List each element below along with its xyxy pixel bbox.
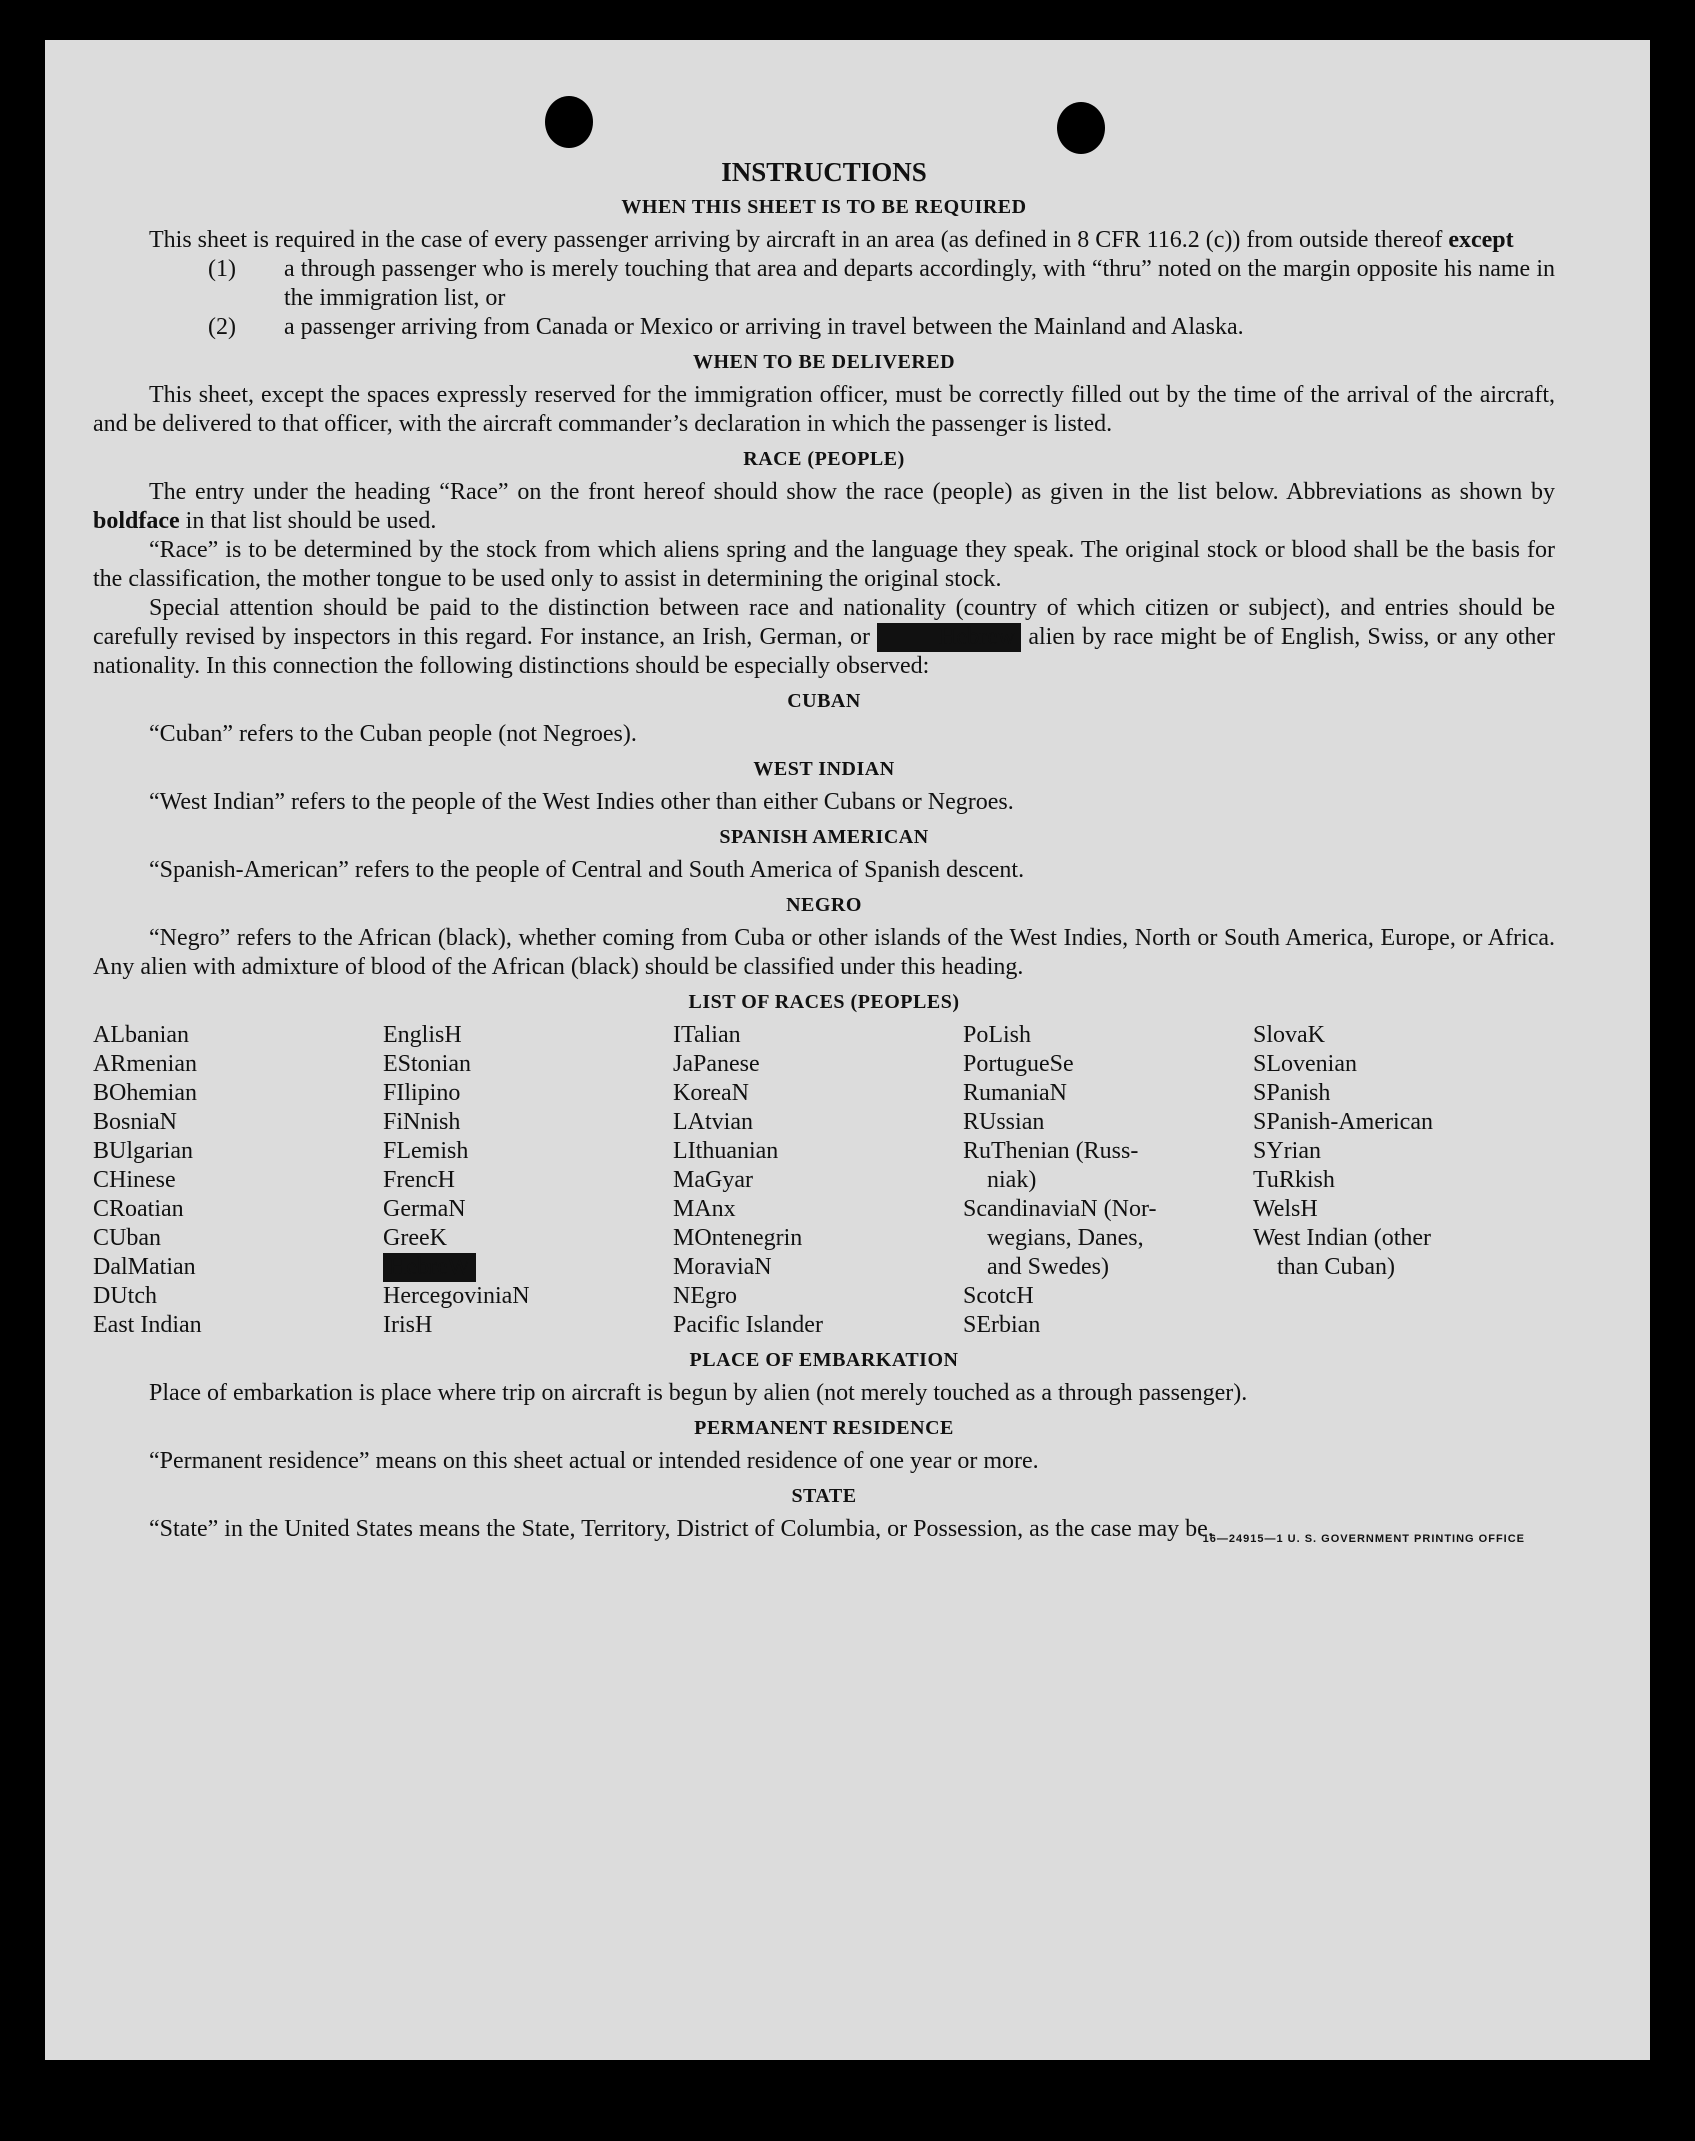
section-heading-when-delivered: WHEN TO BE DELIVERED — [692, 351, 956, 373]
race-item: BosniaN — [93, 1109, 177, 1135]
cuban-text: “Cuban” refers to the Cuban people (not Negroes). — [149, 721, 637, 747]
race-item: SPanish-American — [1253, 1109, 1433, 1135]
document-sheet — [45, 40, 1650, 2060]
race-item: FLemish — [383, 1138, 469, 1164]
races-column — [963, 1021, 1253, 1340]
race-item: BOhemian — [93, 1080, 197, 1106]
races-column — [1253, 1021, 1555, 1340]
race-paragraph-1: The entry under the heading “Race” on the front hereof should show the race (people) as given in the list below. Abbreviations as shown by boldface in that list should be used. — [93, 479, 1555, 534]
section-heading-cuban: CUBAN — [787, 690, 861, 712]
footer-row — [93, 1515, 1555, 1544]
race-item: NEgro — [673, 1283, 737, 1309]
race-item: HercegoviniaN — [383, 1283, 530, 1309]
race-item: MoraviaN — [673, 1254, 772, 1280]
race-item: ScandinaviaN (Nor- — [963, 1196, 1157, 1222]
section-heading-race: RACE (PEOPLE) — [743, 448, 905, 470]
races-column — [383, 1021, 673, 1340]
race-item: SPanish — [1253, 1080, 1331, 1106]
races-column — [93, 1021, 383, 1340]
race-item-redacted: HebreW — [383, 1253, 673, 1282]
race-item: EStonian — [383, 1051, 471, 1077]
race-item: ALbanian — [93, 1022, 189, 1048]
punch-hole — [1057, 102, 1105, 154]
race-item: CUban — [93, 1225, 161, 1251]
race-item: ARmenian — [93, 1051, 197, 1077]
when-required-intro: This sheet is required in the case of every passenger arriving by aircraft in an area (as defined in 8 CFR 116.2 (c)) from outside thereof except — [149, 227, 1514, 253]
race-item: MOntenegrin — [673, 1225, 803, 1251]
race-item: LAtvian — [673, 1109, 753, 1135]
race-item-continued: than Cuban) — [1277, 1254, 1395, 1280]
race-item: SErbian — [963, 1312, 1041, 1338]
when-delivered-text: This sheet, except the spaces expressly reserved for the immigration officer, must be correctly filled out by the time of the arrival of the aircraft, and be delivered to that officer, with the aircraft commander’s declaration in which the passenger is listed. — [93, 382, 1555, 437]
instructions-content — [93, 158, 1555, 1544]
race-item: EnglisH — [383, 1022, 462, 1048]
race-item: WelsH — [1253, 1196, 1318, 1222]
race-item: PortugueSe — [963, 1051, 1074, 1077]
embarkation-text: Place of embarkation is place where trip on aircraft is begun by alien (not merely touched as a through passenger). — [149, 1380, 1248, 1406]
redacted-word: Hebrew — [877, 623, 1021, 652]
race-item: GreeK — [383, 1225, 447, 1251]
race-item: Pacific Islander — [673, 1312, 823, 1338]
race-item: RumaniaN — [963, 1080, 1067, 1106]
race-item: CRoatian — [93, 1196, 184, 1222]
race-item: RUssian — [963, 1109, 1045, 1135]
race-item: FiNnish — [383, 1109, 461, 1135]
race-item: GermaN — [383, 1196, 466, 1222]
residence-text: “Permanent residence” means on this sheet actual or intended residence of one year or more. — [149, 1448, 1039, 1474]
race-item-continued: and Swedes) — [987, 1254, 1109, 1280]
races-list — [93, 1021, 1555, 1340]
race-item: ITalian — [673, 1022, 741, 1048]
races-column — [673, 1021, 963, 1340]
section-heading-embarkation: PLACE OF EMBARKATION — [689, 1349, 959, 1371]
section-heading-negro: NEGRO — [786, 894, 862, 916]
section-heading-list-of-races: LIST OF RACES (PEOPLES) — [688, 991, 960, 1013]
printing-office-code: 16—24915—1 U. S. GOVERNMENT PRINTING OFFICE — [1202, 1533, 1525, 1545]
race-item: East Indian — [93, 1312, 202, 1338]
race-item: ScotcH — [963, 1283, 1034, 1309]
punch-hole — [545, 96, 593, 148]
race-item: FIlipino — [383, 1080, 461, 1106]
race-paragraph-2: “Race” is to be determined by the stock from which aliens spring and the language they speak. The original stock or blood shall be the basis for the classification, the mother tongue to be used only to assist in determining the original stock. — [93, 537, 1555, 592]
exception-item: (2) a passenger arriving from Canada or Mexico or arriving in travel between the Mainland and Alaska. — [208, 314, 1244, 340]
negro-text: “Negro” refers to the African (black), whether coming from Cuba or other islands of the West Indies, North or South America, Europe, or Africa. Any alien with admixture of blood of the African (black) should be classified under this heading. — [93, 925, 1555, 980]
race-item-continued: wegians, Danes, — [987, 1225, 1144, 1251]
state-text: “State” in the United States means the State, Territory, District of Columbia, or Possession, as the case may be. — [149, 1516, 1214, 1542]
section-heading-residence: PERMANENT RESIDENCE — [694, 1417, 954, 1439]
race-item: DUtch — [93, 1283, 157, 1309]
race-item: MaGyar — [673, 1167, 753, 1193]
section-heading-spanish-american: SPANISH AMERICAN — [719, 826, 929, 848]
race-item: LIthuanian — [673, 1138, 779, 1164]
race-item: SLovenian — [1253, 1051, 1357, 1077]
race-item: PoLish — [963, 1022, 1032, 1048]
race-item: IrisH — [383, 1312, 433, 1338]
race-item: DalMatian — [93, 1254, 196, 1280]
race-item: MAnx — [673, 1196, 736, 1222]
race-item: SlovaK — [1253, 1022, 1325, 1048]
race-item: SYrian — [1253, 1138, 1321, 1164]
race-item: JaPanese — [673, 1051, 760, 1077]
race-item: FrencH — [383, 1167, 455, 1193]
west-indian-text: “West Indian” refers to the people of the West Indies other than either Cubans or Negroes. — [149, 789, 1014, 815]
page-title: INSTRUCTIONS — [721, 157, 927, 187]
race-item-continued: niak) — [987, 1167, 1037, 1193]
spanish-american-text: “Spanish-American” refers to the people of Central and South America of Spanish descent. — [149, 857, 1025, 883]
race-item: CHinese — [93, 1167, 176, 1193]
race-item: TuRkish — [1253, 1167, 1335, 1193]
section-heading-state: STATE — [791, 1485, 857, 1507]
race-item: KoreaN — [673, 1080, 749, 1106]
race-item: RuThenian (Russ- — [963, 1138, 1139, 1164]
section-heading-when-required: WHEN THIS SHEET IS TO BE REQUIRED — [621, 196, 1027, 218]
race-item: BUlgarian — [93, 1138, 193, 1164]
race-paragraph-3: Special attention should be paid to the distinction between race and nationality (country of which citizen or subject), and entries should be carefully revised by inspectors in this regard. For instance, an Irish, German, or Hebrew alien by race might be of English, Swiss, or any other nationality. In this connection the following distinctions should be especially observed: — [93, 595, 1556, 679]
section-heading-west-indian: WEST INDIAN — [753, 758, 895, 780]
race-item: West Indian (other — [1253, 1225, 1432, 1251]
exception-item: (1) a through passenger who is merely touching that area and departs accordingly, with “thru” noted on the margin opposite his name in the immigration list, or — [208, 256, 1555, 311]
